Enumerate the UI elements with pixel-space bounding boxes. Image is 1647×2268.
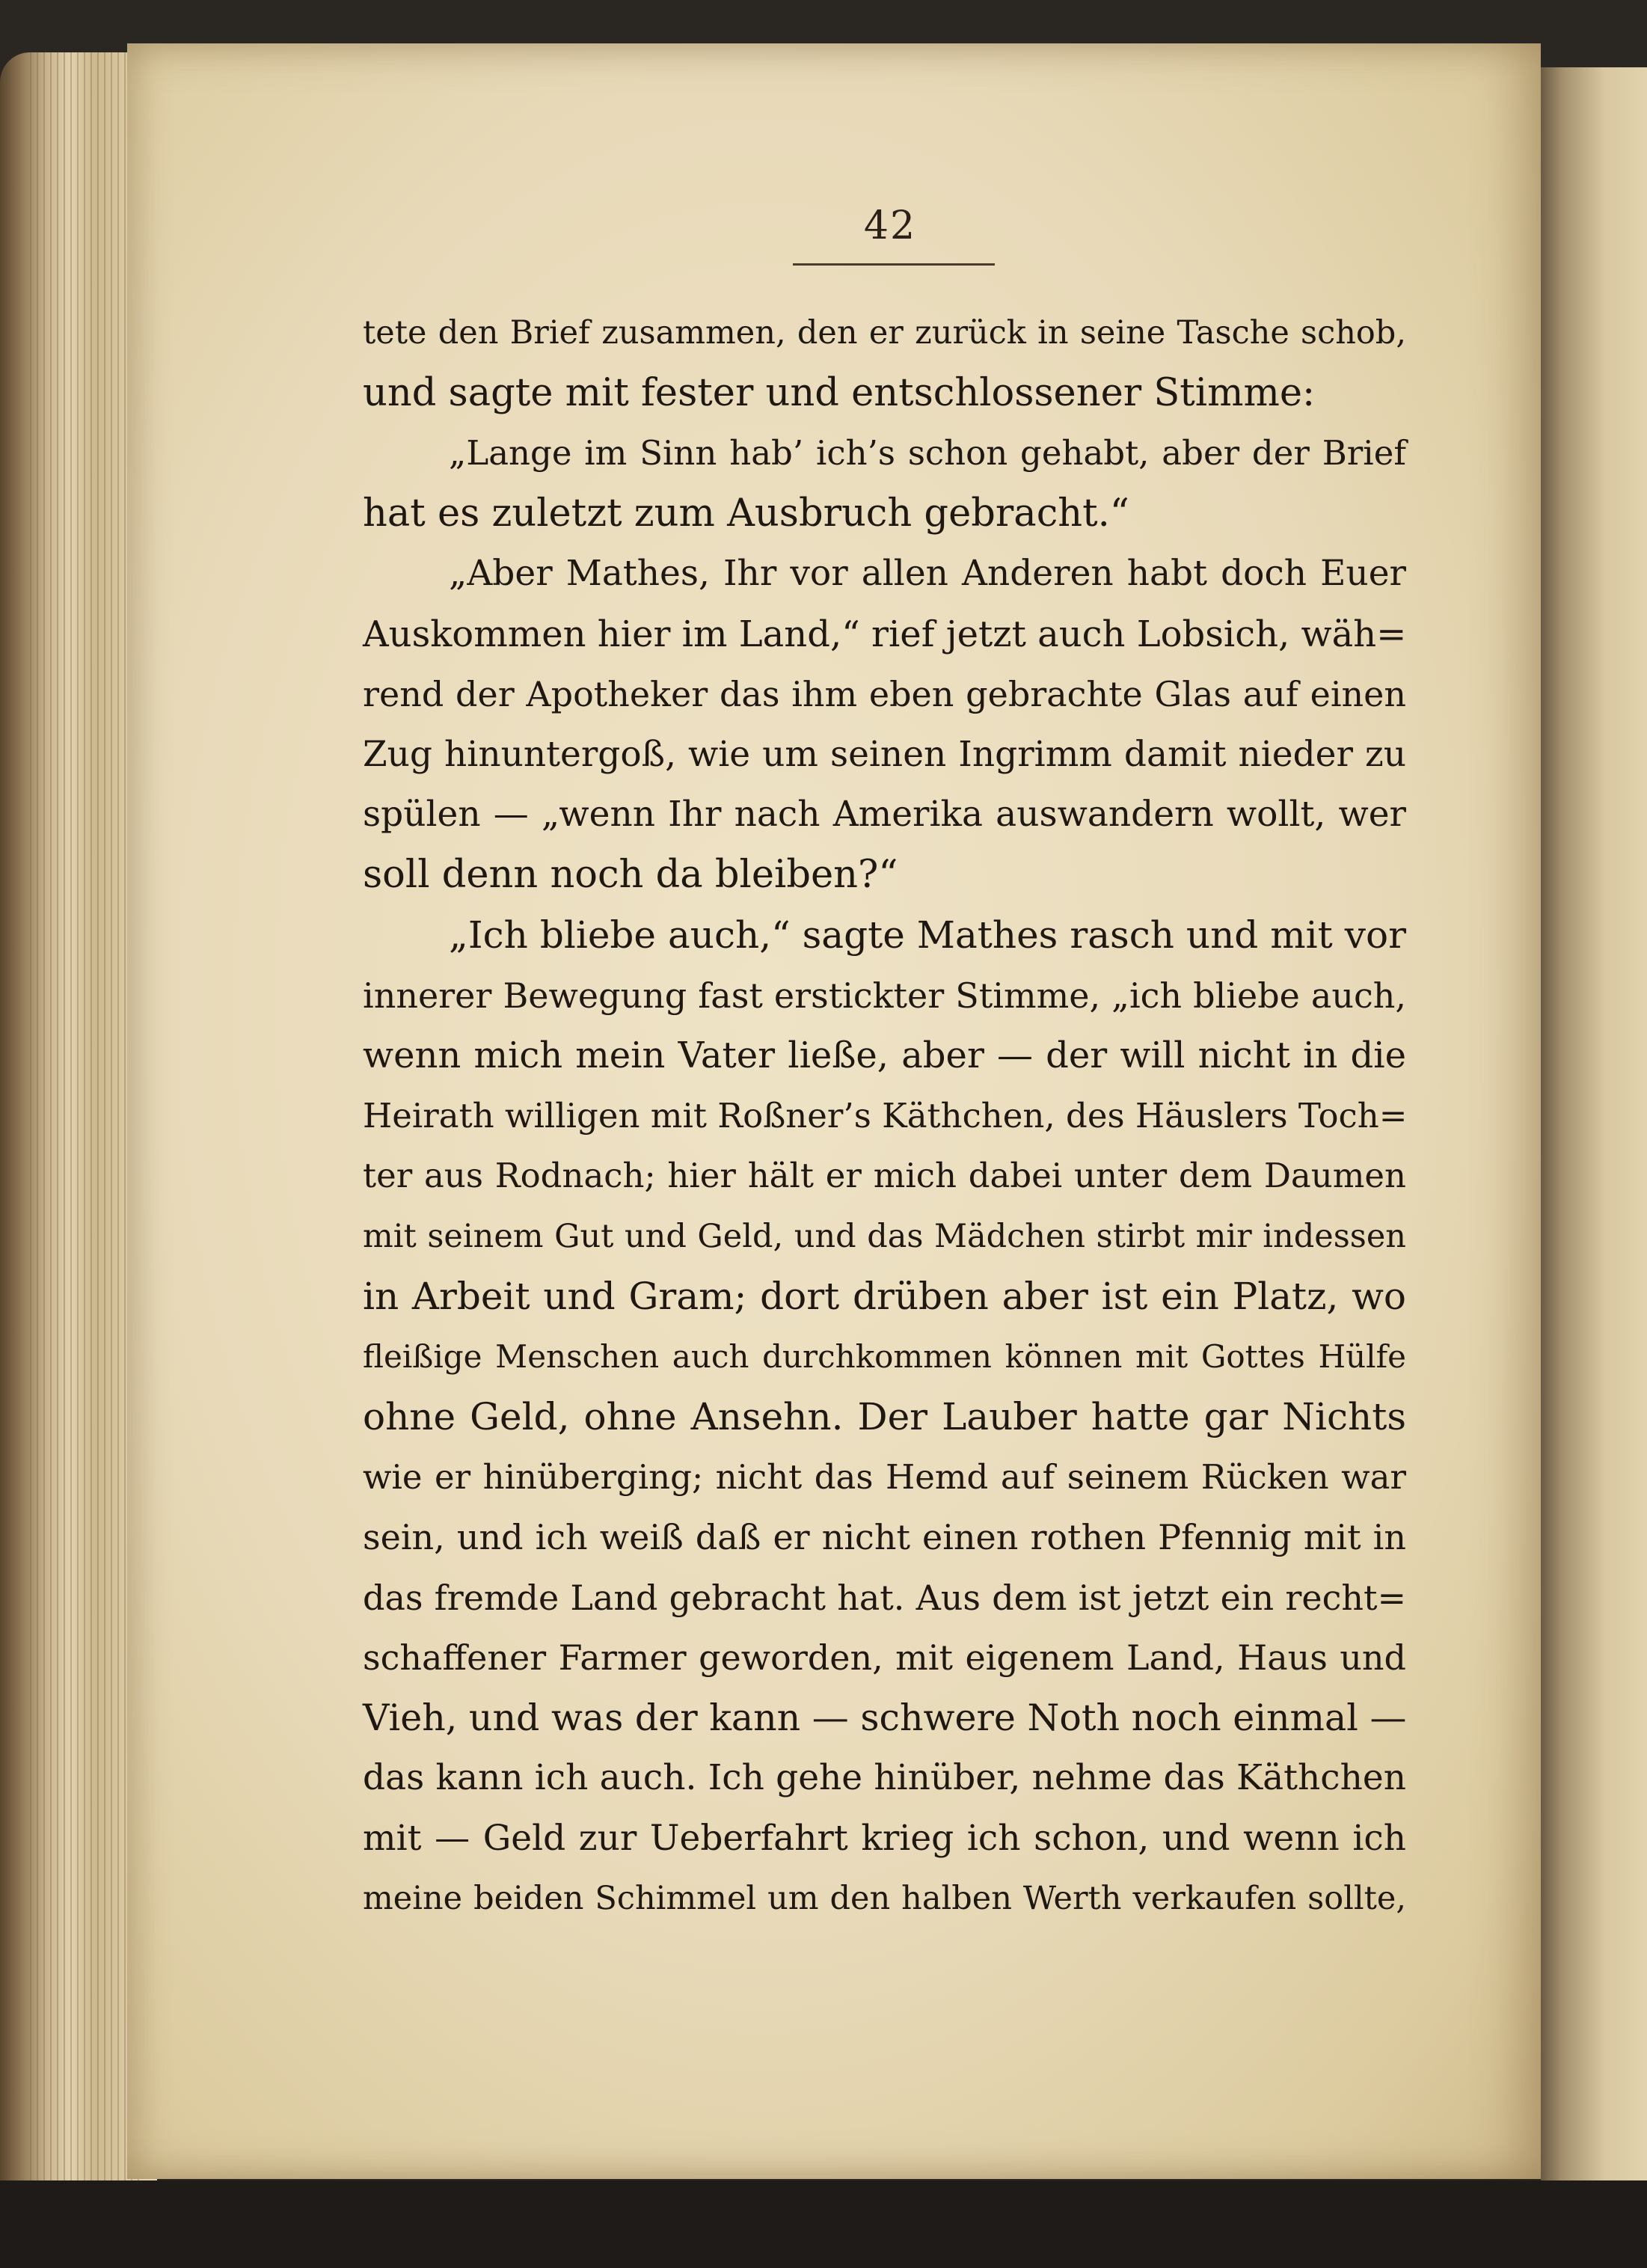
- text-line: Auskommen hier im Land,“ rief jetzt auch Lobsich, wäh=: [363, 613, 1407, 655]
- text-line: „Lange im Sinn hab’ ich’s schon gehabt, aber der Brief: [449, 433, 1406, 473]
- body-text: [363, 303, 1406, 1929]
- page-edge-lines: [30, 52, 142, 2252]
- text-line: „Ich bliebe auch,“ sagte Mathes rasch und mit vor: [449, 913, 1406, 957]
- text-line: meine beiden Schimmel um den halben Werth verkaufen sollte,: [363, 1880, 1406, 1917]
- text-line: das fremde Land gebracht hat. Aus dem ist jetzt ein recht=: [363, 1577, 1406, 1618]
- text-line: wenn mich mein Vater ließe, aber — der will nicht in die: [363, 1035, 1406, 1076]
- text-line: mit — Geld zur Ueberfahrt krieg ich schon, und wenn ich: [363, 1817, 1406, 1859]
- header-rule: [793, 263, 995, 266]
- text-line: das kann ich auch. Ich gehe hinüber, nehme das Käthchen: [363, 1757, 1406, 1798]
- text-line: in Arbeit und Gram; dort drüben aber ist ein Platz, wo: [363, 1275, 1406, 1318]
- text-line: und sagte mit fester und entschlossener Stimme:: [363, 370, 1316, 415]
- text-line: ter aus Rodnach; hier hält er mich dabei unter dem Daumen: [363, 1156, 1406, 1195]
- text-line: tete den Brief zusammen, den er zurück in seine Tasche schob,: [363, 314, 1406, 352]
- text-line: fleißige Menschen auch durchkommen können mit Gottes Hülfe: [363, 1337, 1406, 1375]
- text-line: wie er hinüberging; nicht das Hemd auf seinem Rücken war: [363, 1456, 1406, 1497]
- text-line: Zug hinuntergoß, wie um seinen Ingrimm damit nieder zu: [363, 733, 1406, 775]
- text-line: innerer Bewegung fast erstickter Stimme, „ich bliebe auch,: [363, 975, 1406, 1016]
- text-line: Heirath willigen mit Roßner’s Käthchen, des Häuslers Toch=: [363, 1095, 1408, 1135]
- text-line: rend der Apotheker das ihm eben gebrachte Glas auf einen: [363, 674, 1406, 714]
- text-line: spülen — „wenn Ihr nach Amerika auswandern wollt, wer: [363, 794, 1406, 835]
- text-line: soll denn noch da bleiben?“: [363, 852, 898, 897]
- facing-page-edge: [1541, 67, 1647, 2207]
- text-line: „Aber Mathes, Ihr vor allen Anderen habt doch Euer: [449, 553, 1406, 594]
- text-line: ohne Geld, ohne Ansehn. Der Lauber hatte gar Nichts: [363, 1395, 1406, 1438]
- page-number: 42: [863, 203, 917, 248]
- text-line: Vieh, und was der kann — schwere Noth noch einmal —: [363, 1696, 1407, 1739]
- text-line: hat es zuletzt zum Ausbruch gebracht.“: [363, 491, 1129, 536]
- scan-background: [0, 2180, 1647, 2268]
- text-line: sein, und ich weiß daß er nicht einen rothen Pfennig mit in: [363, 1517, 1406, 1557]
- text-line: mit seinem Gut und Geld, und das Mädchen stirbt mir indessen: [363, 1217, 1406, 1255]
- text-line: schaffener Farmer geworden, mit eigenem Land, Haus und: [363, 1637, 1406, 1678]
